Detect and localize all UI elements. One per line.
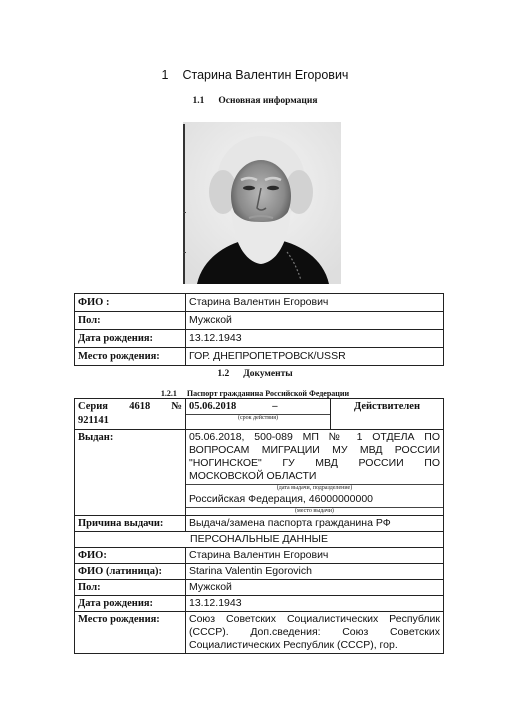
fio-value: Старина Валентин Егорович	[186, 294, 444, 312]
table-row	[75, 516, 444, 532]
passport-number: 921141	[78, 415, 109, 426]
table-row	[75, 548, 444, 564]
date-line	[186, 399, 330, 414]
dob-value: 13.12.1943	[186, 330, 444, 348]
issued-cell	[186, 430, 444, 516]
status-badge: Действителен	[331, 399, 444, 430]
sex-label: Пол:	[75, 312, 186, 330]
section-passport-number: 1.2.1	[160, 389, 177, 398]
passport-table	[74, 398, 444, 654]
issued-text: 05.06.2018, 500-089 МП № 1 ОТДЕЛА ПО ВОПРОСАМ МИГРАЦИИ МУ МВД РОССИИ "НОГИНСКОЕ" ГУ МВД РОССИИ ПО МОСКОВСКОЙ ОБЛАСТИ	[189, 431, 440, 482]
birthplace-label: Место рождения:	[75, 348, 186, 366]
reason-value: Выдача/замена паспорта гражданина РФ	[186, 516, 444, 532]
title-number: 1	[161, 68, 169, 82]
series-label: Серия	[78, 401, 108, 412]
sex-value: Мужской	[186, 312, 444, 330]
table-row	[75, 612, 444, 654]
document-title	[0, 68, 510, 82]
table-row	[75, 580, 444, 596]
sex-value: Мужской	[186, 580, 444, 596]
birthplace-value: ГОР. ДНЕПРОПЕТРОВСК/USSR	[186, 348, 444, 366]
fio-label: ФИО:	[75, 548, 186, 564]
passport-series-cell	[75, 399, 186, 430]
photo-tick-mark	[183, 252, 186, 253]
reason-label: Причина выдачи:	[75, 516, 186, 532]
fio-latin-value: Starina Valentin Egorovich	[186, 564, 444, 580]
residence-value: Российская Федерация, 46000000000	[189, 493, 374, 505]
section-docs-number: 1.2	[217, 369, 230, 379]
section-passport-heading	[0, 389, 510, 398]
photo-edge-line	[183, 124, 185, 284]
birthplace-label: Место рождения:	[75, 612, 186, 654]
table-row	[75, 564, 444, 580]
dob-label: Дата рождения:	[75, 330, 186, 348]
table-row	[75, 312, 444, 330]
issued-label: Выдан:	[75, 430, 186, 516]
series-line	[78, 400, 182, 414]
photo-image	[183, 122, 341, 284]
table-row	[75, 596, 444, 612]
section-main-heading	[0, 96, 510, 106]
passport-date-cell	[186, 399, 331, 430]
dob-value: 13.12.1943	[186, 596, 444, 612]
fio-value: Старина Валентин Егорович	[186, 548, 444, 564]
table-row	[75, 294, 444, 312]
fio-latin-label: ФИО (латиница):	[75, 564, 186, 580]
title-text: Старина Валентин Егорович	[182, 68, 349, 82]
section-passport-title: Паспорт гражданина Российской Федерации	[186, 389, 350, 398]
section-main-number: 1.1	[192, 96, 205, 106]
table-row	[75, 399, 444, 430]
series-value: 4618	[129, 401, 151, 412]
table-row	[75, 532, 444, 548]
person-photo	[183, 122, 341, 284]
issue-date: 05.06.2018	[189, 401, 237, 412]
table-row	[75, 348, 444, 366]
residence-caption: (место выдачи)	[186, 507, 443, 515]
birthplace-value: Союз Советских Социалистических Республик (СССР). Доп.сведения: Союз Советских Социалистических Республик (СССР), гор.	[186, 612, 444, 654]
validity-caption: (срок действия)	[186, 414, 330, 422]
personal-data-header: ПЕРСОНАЛЬНЫЕ ДАННЫЕ	[75, 532, 444, 548]
date-dash: –	[272, 401, 278, 412]
section-docs-heading	[0, 369, 510, 379]
number-sign: №	[171, 401, 182, 412]
fio-label: ФИО :	[75, 294, 186, 312]
table-row	[75, 430, 444, 516]
issued-caption: (дата выдачи, подразделение)	[186, 484, 443, 492]
section-main-title: Основная информация	[218, 96, 318, 106]
basic-info-table	[74, 293, 444, 366]
sex-label: Пол:	[75, 580, 186, 596]
table-row	[75, 330, 444, 348]
photo-tick-mark	[183, 212, 186, 213]
section-docs-title: Документы	[243, 369, 293, 379]
dob-label: Дата рождения:	[75, 596, 186, 612]
